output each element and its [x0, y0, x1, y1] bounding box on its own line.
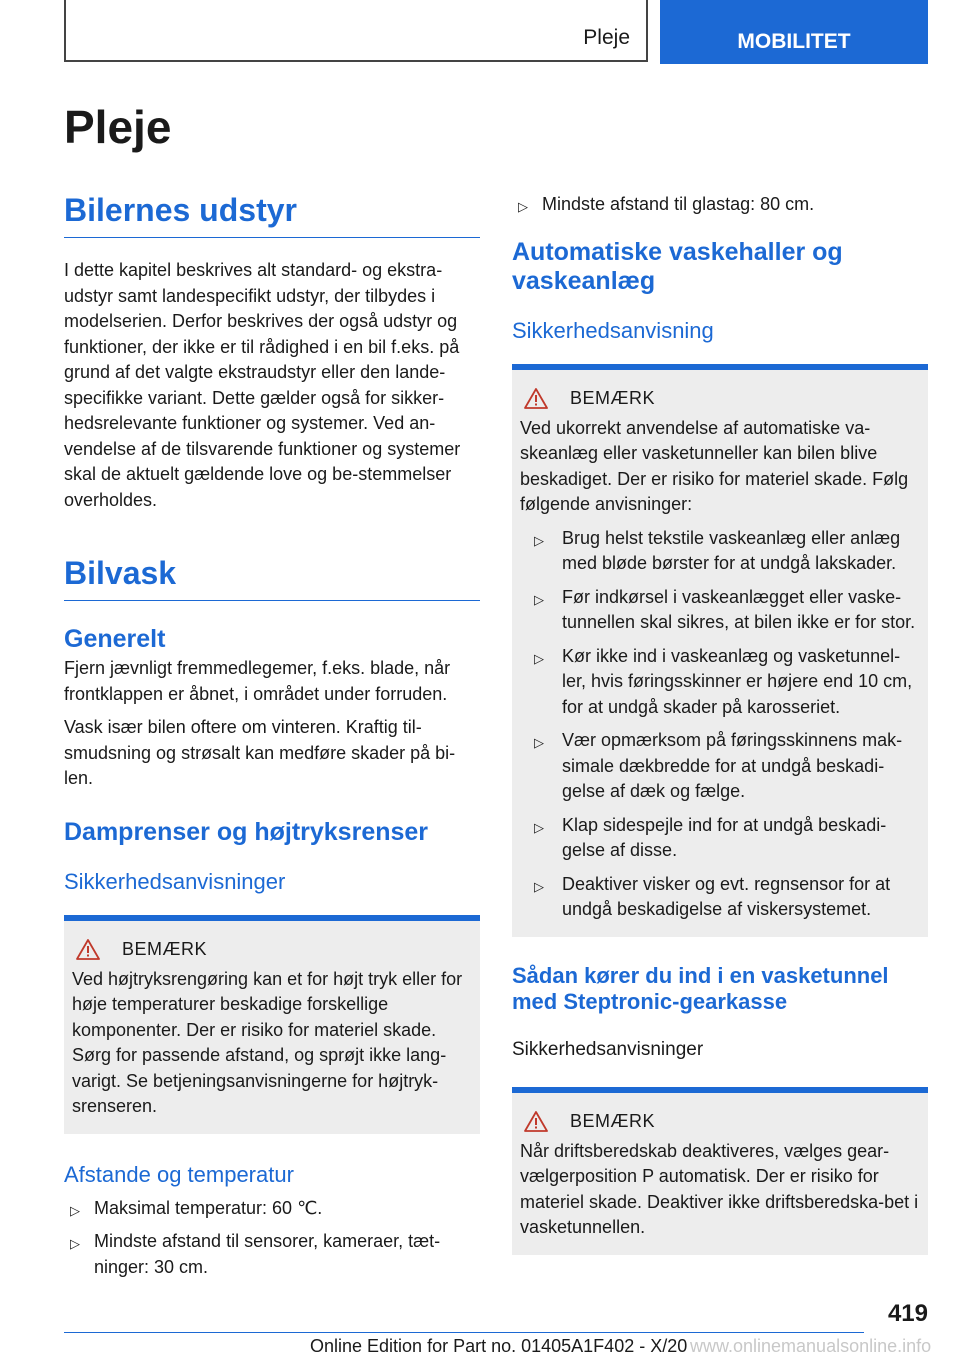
triangle-bullet-icon: ▷ — [534, 735, 544, 750]
list-item: ▷ Mindste afstand til sensorer, kameraer, tæt-ninger: 30 cm. — [70, 1231, 441, 1277]
notice-text: Ved højtryksrengøring kan et for højt tryk eller for høje temperaturer beskadige forskellige komponenter. Der er risiko for materiel skade. Sørg for passende afstand, og sprøjt ikke lang-varigt. Se betjeningsanvisningerne for højtryk-srenseren. — [72, 968, 463, 1116]
heading-carwash: Bilvask — [64, 555, 480, 601]
heading-general: Generelt — [64, 625, 166, 653]
notice-header — [72, 939, 472, 961]
triangle-bullet-icon: ▷ — [518, 199, 528, 214]
notice-text: Ved ukorrekt anvendelse af automatiske va-skeanlæg eller vasketunneller kan bilen blive beskadiget. Der er risiko for materiel skade. Følg følgende anvisninger: — [520, 417, 909, 514]
list-item: ▷ Brug helst tekstile vaskeanlæg eller anlæg med bløde børster for at undgå lakskader. — [534, 527, 901, 573]
notice-header — [520, 388, 920, 410]
distance-list-continued — [512, 192, 928, 218]
heading-automatic-carwash: Automatiske vaskehaller og vaskeanlæg — [512, 237, 843, 295]
page-title: Pleje — [64, 101, 172, 153]
page-number: 419 — [887, 1300, 928, 1327]
list-item: ▷ Mindste afstand til glastag: 80 cm. — [512, 192, 928, 218]
heading-safety-note: Sikkerhedsanvisning — [512, 317, 714, 343]
heading-safety-notes: Sikkerhedsanvisninger — [512, 1038, 704, 1060]
footer-edition: Online Edition for Part no. 01405A1F402 - X/20 — [310, 1336, 688, 1356]
right-column — [512, 192, 928, 1255]
distance-list — [64, 1196, 480, 1281]
footer-watermark: www.onlinemanualsonline.info — [690, 1336, 932, 1356]
heading-equipment: Bilernes udstyr — [64, 192, 480, 238]
footer-divider — [64, 1332, 864, 1333]
triangle-bullet-icon: ▷ — [534, 591, 544, 607]
header-section-title: Pleje — [583, 26, 630, 49]
triangle-bullet-icon: ▷ — [70, 1202, 80, 1218]
general-paragraph-2: Vask især bilen oftere om vinteren. Kraftig til-smudsning og strøsalt kan medføre skader på bi-len. — [64, 717, 456, 788]
triangle-bullet-icon: ▷ — [534, 650, 544, 666]
header-chapter-tab: MOBILITET — [660, 0, 928, 64]
triangle-bullet-icon: ▷ — [70, 1236, 80, 1251]
heading-distance-temperature: Afstande og temperatur — [64, 1161, 294, 1187]
heading-steam-cleaner: Damprenser og højtryksrenser — [64, 817, 429, 846]
left-column — [64, 192, 480, 1280]
general-paragraph-1: Fjern jævnligt fremmedlegemer, f.eks. blade, når frontklappen er åbnet, i området under forruden. — [64, 658, 451, 704]
header-section-box — [64, 0, 648, 62]
list-item: ▷ Deaktiver visker og evt. regnsensor for at undgå beskadigelse af viskersystemet. — [534, 873, 891, 919]
triangle-bullet-icon: ▷ — [534, 819, 544, 835]
warning-triangle-icon — [72, 939, 122, 961]
list-item: ▷ Før indkørsel i vaskeanlægget eller vaske-tunnellen skal sikres, at bilen ikke er for stor. — [534, 586, 916, 632]
list-item: ▷ Klap sidespejle ind for at undgå beskadi-gelse af disse. — [534, 814, 887, 860]
triangle-bullet-icon: ▷ — [534, 878, 544, 894]
list-item: ▷ Maksimal temperatur: 60 ℃. — [64, 1196, 480, 1222]
triangle-bullet-icon: ▷ — [534, 532, 544, 548]
notice-label: BEMÆRK — [122, 939, 208, 959]
notice-box — [512, 1087, 928, 1255]
warning-triangle-icon — [520, 388, 570, 410]
list-item: ▷ Kør ikke ind i vaskeanlæg og vasketunnel-ler, hvis føringsskinner er højere end 10 cm, for at undgå skader på karosseriet. — [534, 645, 913, 717]
notice-text: Når driftsberedskab deaktiveres, vælges gear-vælgerposition P automatisk. Der er risiko for materiel skade. Deaktiver ikke driftsberedska-bet i vasketunnellen. — [520, 1140, 919, 1237]
heading-steptronic-tunnel: Sådan kører du ind i en vasketunnel med Steptronic-gearkasse — [512, 962, 889, 1014]
equipment-paragraph: I dette kapitel beskrives alt standard- og ekstra-udstyr samt landespecifikt udstyr, der tilbydes i modelserien. Derfor beskrives der også udstyr og funktioner, der ikke er til rådighed i en bil f.eks. på grund af det valgte ekstraudstyr eller den lande-specifikke variant. Dette gælder også for sikker-hedsrelevante funktioner og systemer. Ved an-vendelse af de tilsvarende funktioner og systemer skal de aktuelt gældende love og be-stemmelser overholdes. — [64, 260, 461, 510]
notice-label: BEMÆRK — [570, 1111, 656, 1131]
notice-box — [64, 915, 480, 1134]
warning-triangle-icon — [520, 1111, 570, 1133]
list-item: ▷ Vær opmærksom på føringsskinnens mak-simale dækbredde for at undgå beskadi-gelse af dæk og fælge. — [534, 730, 903, 801]
notice-instructions-list — [520, 526, 920, 923]
notice-box — [512, 364, 928, 937]
notice-label: BEMÆRK — [570, 388, 656, 408]
notice-header — [520, 1111, 920, 1133]
page-header — [64, 0, 928, 64]
heading-safety-notes: Sikkerhedsanvisninger — [64, 868, 286, 894]
